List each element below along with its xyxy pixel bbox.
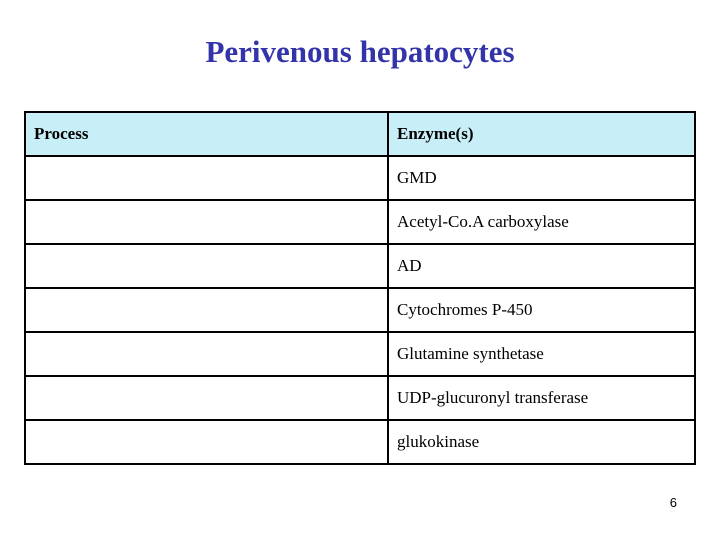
process-cell: [25, 288, 388, 332]
process-cell: [25, 156, 388, 200]
column-header-process: Process: [25, 112, 388, 156]
enzyme-cell: Glutamine synthetase: [388, 332, 695, 376]
process-cell: [25, 376, 388, 420]
table-header-row: [25, 112, 695, 156]
process-cell: [25, 420, 388, 464]
enzyme-cell: UDP-glucuronyl transferase: [388, 376, 695, 420]
enzyme-cell: GMD: [388, 156, 695, 200]
table-row: [25, 244, 695, 288]
process-cell: [25, 200, 388, 244]
enzyme-cell: Cytochromes P-450: [388, 288, 695, 332]
page-title: Perivenous hepatocytes: [205, 34, 515, 69]
enzyme-cell: glukokinase: [388, 420, 695, 464]
page-number: 6: [669, 495, 677, 510]
table-row: [25, 420, 695, 464]
table-row: [25, 156, 695, 200]
enzyme-cell: AD: [388, 244, 695, 288]
enzyme-table: [24, 111, 696, 465]
table-row: [25, 288, 695, 332]
table-row: [25, 200, 695, 244]
table-row: [25, 332, 695, 376]
column-header-enzymes: Enzyme(s): [388, 112, 695, 156]
process-cell: [25, 244, 388, 288]
table-row: [25, 376, 695, 420]
process-cell: [25, 332, 388, 376]
enzyme-cell: Acetyl-Co.A carboxylase: [388, 200, 695, 244]
